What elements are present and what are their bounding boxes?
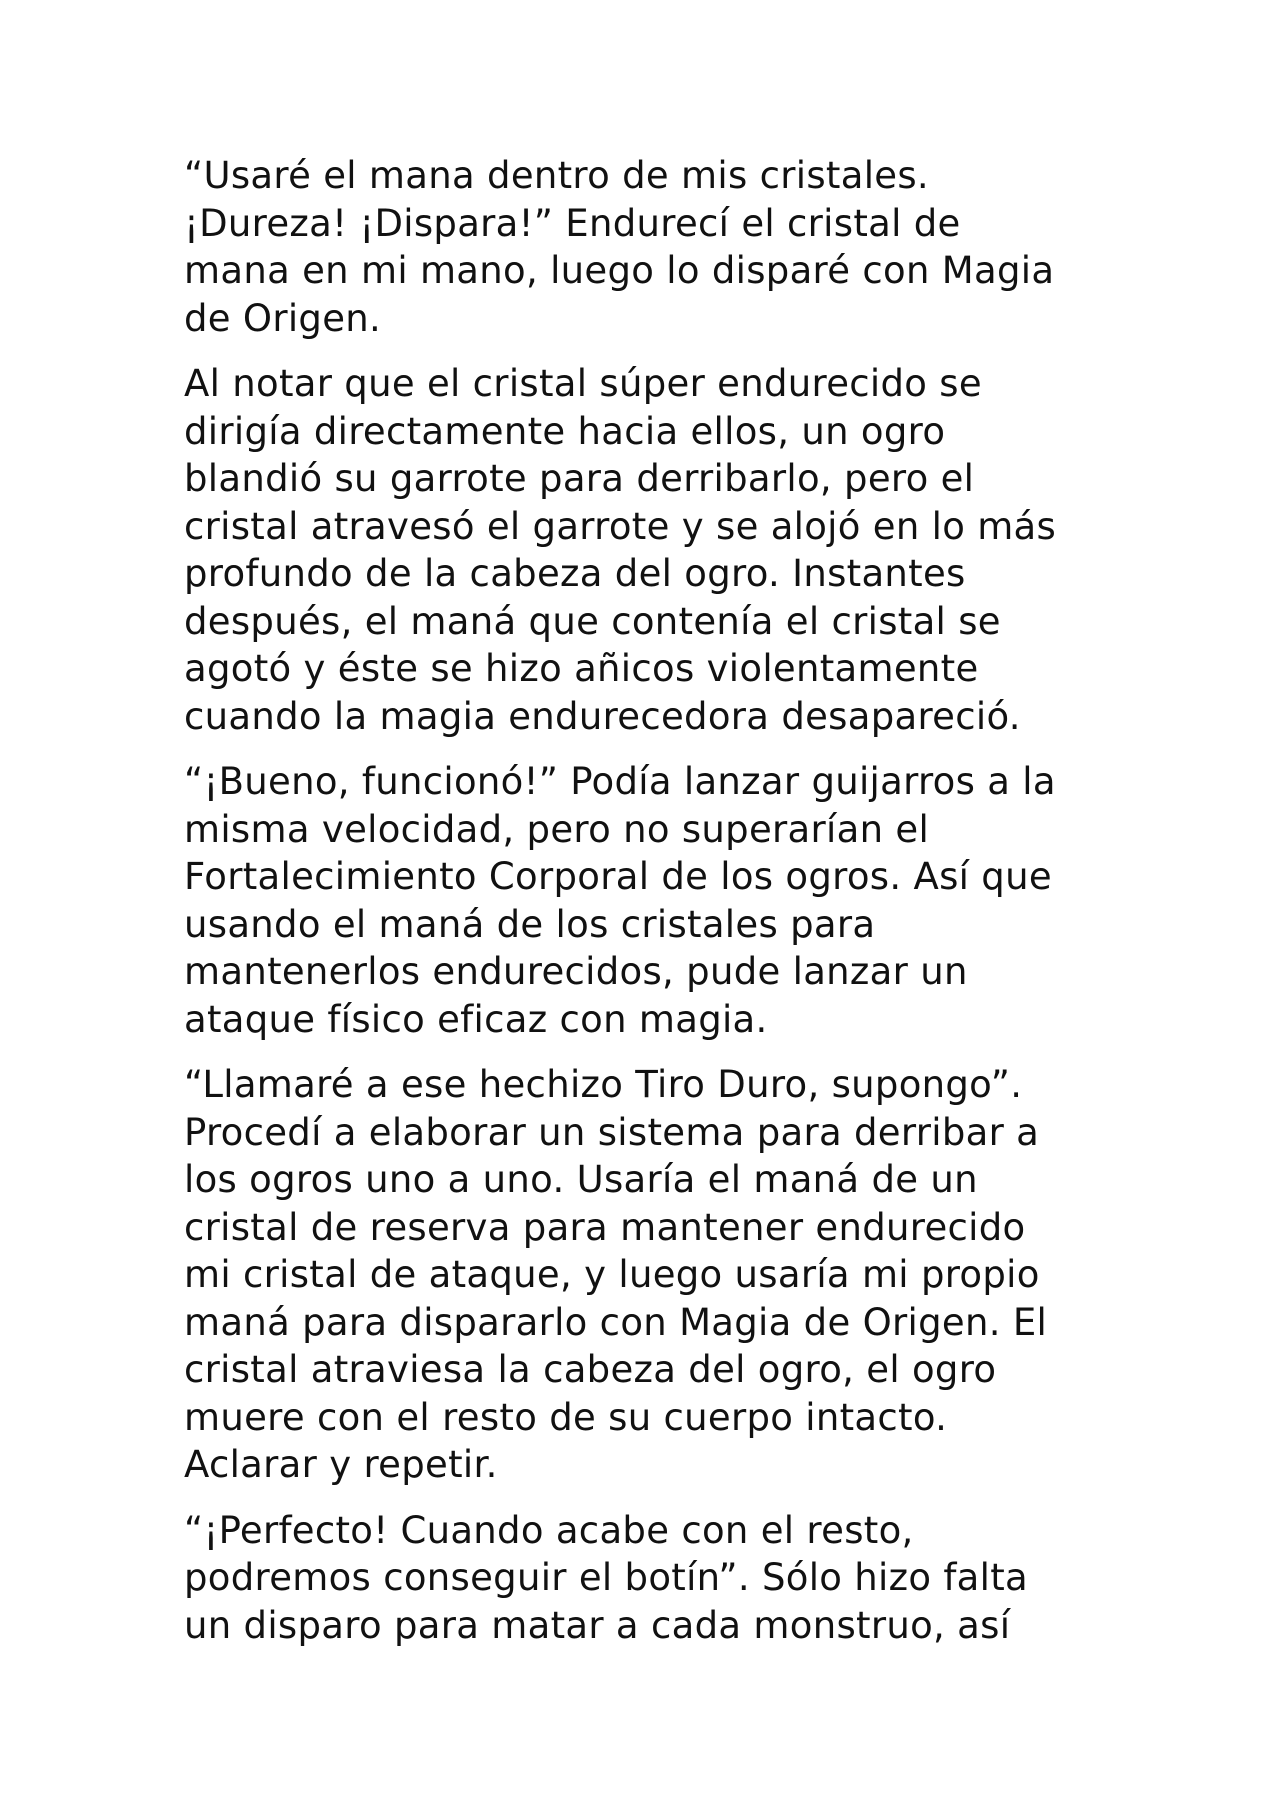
text-line: Al notar que el cristal súper endurecido se	[184, 362, 982, 405]
text-line: ataque físico eficaz con magia.	[184, 997, 768, 1041]
paragraph-4	[184, 1061, 1114, 1489]
text-line: agotó y éste se hizo añicos violentamente	[184, 647, 979, 690]
document-page	[184, 152, 1114, 1667]
paragraph-2	[184, 360, 1114, 740]
text-line: misma velocidad, pero no superarían el	[184, 807, 930, 851]
text-line: dirigía directamente hacia ellos, un ogro	[184, 409, 946, 453]
text-line: de Origen.	[184, 296, 382, 340]
text-line: muere con el resto de su cuerpo intacto.	[184, 1395, 948, 1439]
text-line: un disparo para matar a cada monstruo, así	[184, 1603, 1011, 1647]
text-line: cristal atraviesa la cabeza del ogro, el ogro	[184, 1348, 997, 1391]
text-line: mantenerlos endurecidos, pude lanzar un	[184, 950, 968, 993]
text-line: podremos conseguir el botín”. Sólo hizo falta	[184, 1556, 1028, 1599]
text-line: “Llamaré a ese hechizo Tiro Duro, supongo”.	[184, 1063, 1023, 1106]
text-line: Fortalecimiento Corporal de los ogros. Así que	[184, 855, 1052, 898]
paragraph-5	[184, 1507, 1114, 1650]
text-line: profundo de la cabeza del ogro. Instantes	[184, 552, 966, 595]
text-line: mi cristal de ataque, y luego usaría mi propio	[184, 1253, 1040, 1296]
text-line: ¡Dureza! ¡Dispara!” Endurecí el cristal de	[184, 201, 961, 245]
text-line: blandió su garrote para derribarlo, pero el	[184, 457, 975, 500]
text-line: Aclarar y repetir.	[184, 1443, 498, 1486]
text-line: cuando la magia endurecedora desapareció.	[184, 694, 1021, 738]
text-line: “Usaré el mana dentro de mis cristales.	[184, 154, 929, 197]
paragraph-3	[184, 758, 1114, 1043]
text-line: maná para dispararlo con Magia de Origen. El	[184, 1300, 1048, 1344]
text-line: cristal atravesó el garrote y se alojó en lo más	[184, 504, 1057, 548]
paragraph-1	[184, 152, 1114, 342]
text-line: “¡Perfecto! Cuando acabe con el resto,	[184, 1508, 914, 1552]
text-line: Procedí a elaborar un sistema para derribar a	[184, 1110, 1040, 1154]
text-line: después, el maná que contenía el cristal se	[184, 599, 1001, 643]
text-line: “¡Bueno, funcionó!” Podía lanzar guijarros a la	[184, 760, 1056, 803]
text-line: cristal de reserva para mantener endurecido	[184, 1205, 1026, 1249]
text-line: mana en mi mano, luego lo disparé con Magia	[184, 249, 1055, 292]
text-line: los ogros uno a uno. Usaría el maná de un	[184, 1158, 978, 1201]
text-line: usando el maná de los cristales para	[184, 902, 876, 946]
